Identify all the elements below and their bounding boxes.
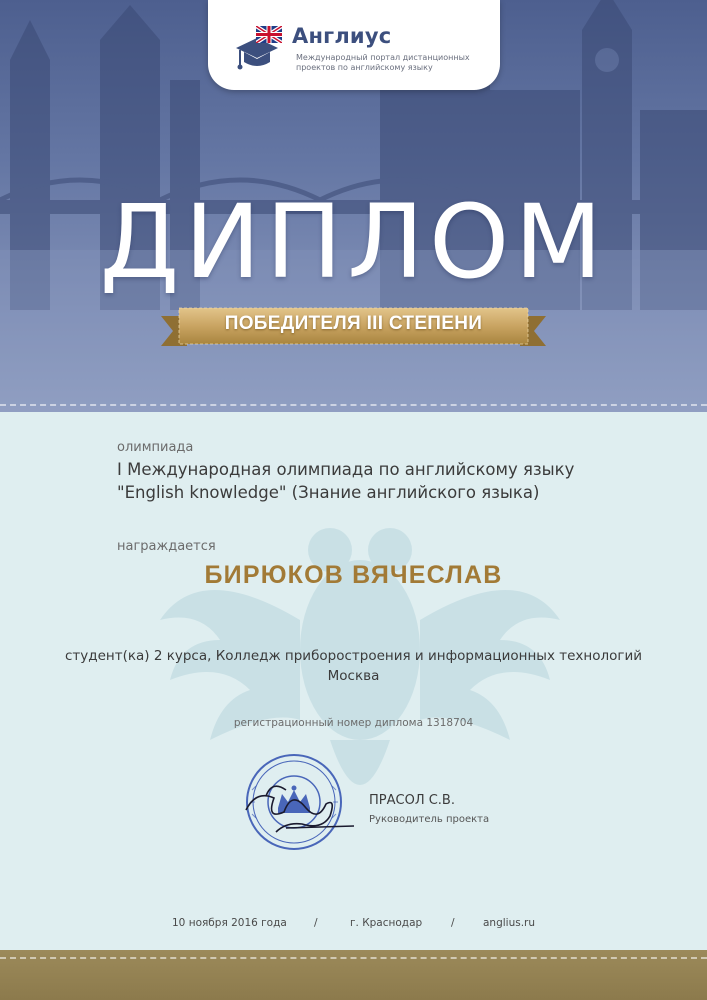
winner-name: БИРЮКОВ ВЯЧЕСЛАВ — [204, 561, 503, 589]
footer-city: г. Краснодар — [350, 917, 423, 929]
diploma-title: ДИПЛОМ — [99, 183, 608, 302]
registration-number: регистрационный номер диплома 1318704 — [233, 717, 474, 729]
olympiad-label: олимпиада — [117, 440, 194, 455]
director-role: Руководитель проекта — [369, 814, 490, 825]
footer-website: anglius.ru — [483, 917, 536, 929]
logo-subtitle: Международный портал дистанционных проектов по английскому языку — [296, 53, 470, 72]
student-info — [0, 646, 707, 686]
official-stamp-with-signature — [226, 750, 356, 860]
logo-title: Англиус — [292, 24, 392, 48]
footer-date: 10 ноября 2016 года — [172, 917, 287, 929]
awarded-label: награждается — [117, 539, 216, 554]
student-course-college: студент(ка) 2 курса, Колледж приборостроения и информационных технологий — [64, 648, 643, 664]
olympiad-name — [117, 458, 637, 504]
director-name: ПРАСОЛ С.В. — [369, 793, 455, 808]
olympiad-name-line2: "English knowledge" (Знание английского языка) — [117, 483, 540, 502]
logo-card — [208, 0, 500, 90]
footer-separator: / — [451, 917, 455, 929]
uk-flag-icon — [256, 26, 282, 43]
ribbon-label: ПОБЕДИТЕЛЯ III СТЕПЕНИ — [224, 313, 483, 334]
footer-separator: / — [314, 917, 318, 929]
bottom-stitch-divider — [0, 957, 707, 959]
student-city: Москва — [327, 668, 380, 684]
olympiad-name-line1: I Международная олимпиада по английскому языку — [117, 460, 575, 479]
top-stitch-divider — [0, 404, 707, 406]
